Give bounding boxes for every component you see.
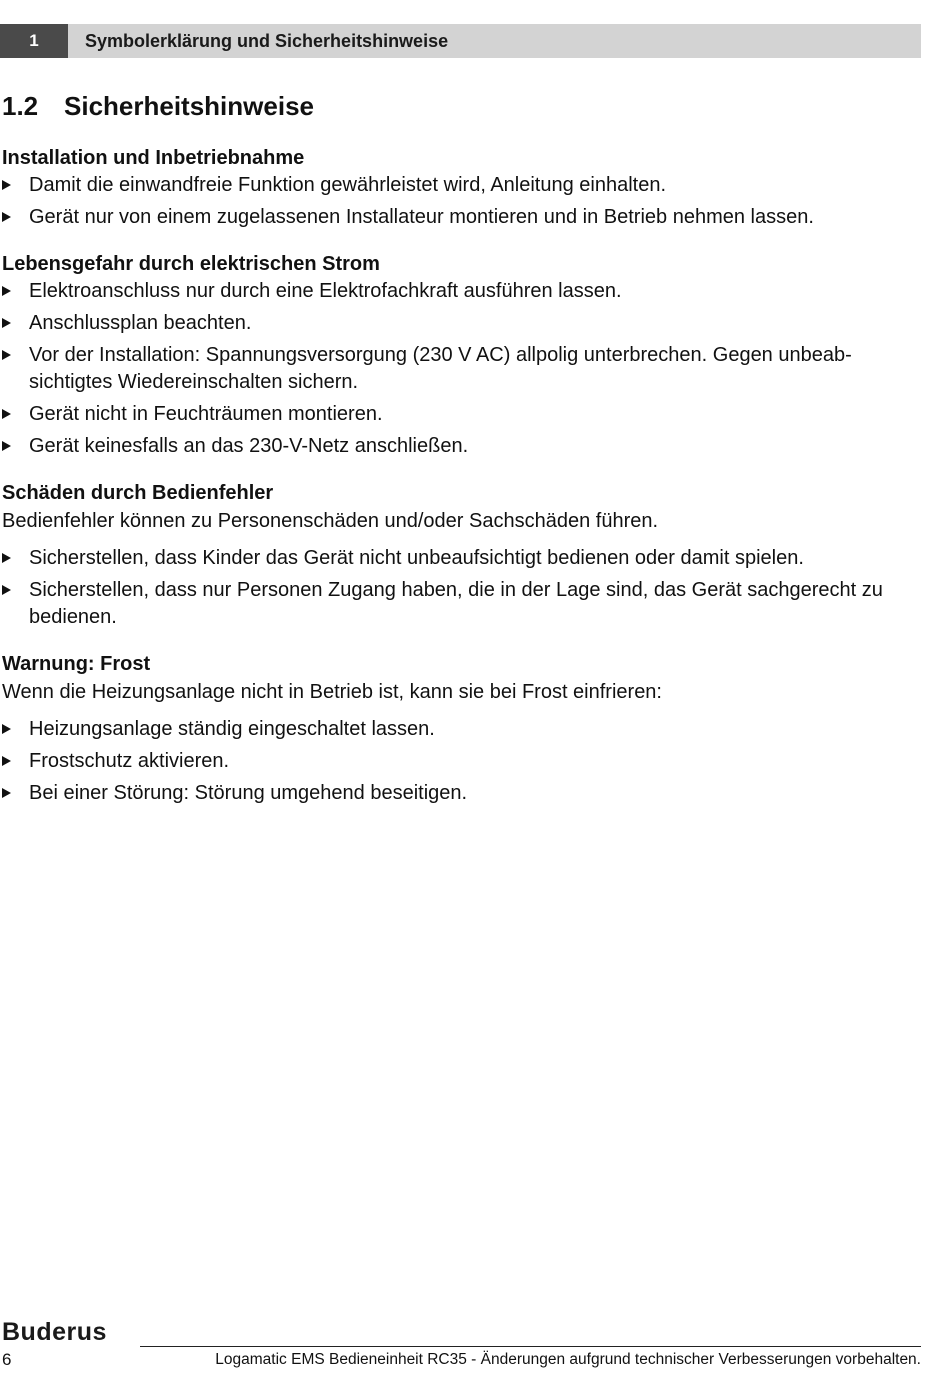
list-item: [2, 716, 920, 743]
block-title: Warnung: Frost: [2, 653, 151, 675]
list-item-text: Elektroanschluss nur durch eine Elektrofachkraft ausführen lassen.: [29, 280, 622, 302]
footer-divider: [140, 1346, 921, 1347]
list-item: [2, 278, 920, 305]
chapter-number: 1: [0, 24, 68, 58]
list-item-text: Gerät keinesfalls an das 230-V-Netz anschließen.: [29, 435, 469, 457]
block-installation: [2, 144, 920, 231]
page-number: 6: [2, 1350, 12, 1369]
list-item: [2, 577, 920, 631]
list-item: [2, 204, 920, 231]
arrow-right-icon: [2, 756, 11, 766]
section-heading: [2, 90, 314, 122]
list-item-text: Frostschutz aktivieren.: [29, 750, 230, 772]
arrow-right-icon: [2, 788, 11, 798]
block-operating-errors: [2, 479, 920, 631]
arrow-right-icon: [2, 585, 11, 595]
arrow-right-icon: [2, 553, 11, 563]
arrow-right-icon: [2, 286, 11, 296]
arrow-right-icon: [2, 409, 11, 419]
spacer: [2, 465, 920, 479]
arrow-right-icon: [2, 318, 11, 328]
list-item: [2, 172, 920, 199]
list-item-text: Gerät nicht in Feuchträumen montieren.: [29, 403, 383, 425]
list-item-text: Bei einer Störung: Störung umgehend beseitigen.: [29, 782, 468, 804]
list-item-text: Heizungsanlage ständig eingeschaltet lassen.: [29, 718, 435, 740]
block-electric-danger: [2, 250, 920, 460]
list-item-text: Sicherstellen, dass nur Personen Zugang haben, die in der Lage sind, das Gerät sachgerecht zu bedienen.: [29, 579, 883, 628]
list-item: [2, 545, 920, 572]
safety-content: [2, 144, 920, 812]
footer-note: Logamatic EMS Bedieneinheit RC35 - Änderungen aufgrund technischer Verbesserungen vorbehalten.: [215, 1351, 921, 1368]
chapter-title: Symbolerklärung und Sicherheitshinweise: [85, 31, 449, 51]
section-title: Sicherheitshinweise: [64, 91, 314, 121]
chapter-header: [0, 24, 921, 58]
list-item: [2, 780, 920, 807]
bullet-list: [2, 278, 920, 460]
list-item: [2, 748, 920, 775]
arrow-right-icon: [2, 724, 11, 734]
arrow-right-icon: [2, 212, 11, 222]
bullet-list: [2, 172, 920, 231]
bullet-list: [2, 545, 920, 631]
list-item-text: Damit die einwandfreie Funktion gewährleistet wird, Anleitung einhalten.: [29, 174, 667, 196]
list-item-text: Anschlussplan beachten.: [29, 312, 252, 334]
arrow-right-icon: [2, 180, 11, 190]
block-intro: Wenn die Heizungsanlage nicht in Betrieb ist, kann sie bei Frost einfrieren:: [2, 681, 662, 703]
spacer: [2, 636, 920, 650]
arrow-right-icon: [2, 350, 11, 360]
arrow-right-icon: [2, 441, 11, 451]
block-title: Schäden durch Bedienfehler: [2, 482, 274, 504]
block-title: Installation und Inbetriebnahme: [2, 147, 305, 169]
list-item: [2, 433, 920, 460]
list-item-text: Gerät nur von einem zugelassenen Installateur montieren und in Betrieb nehmen lassen.: [29, 206, 814, 228]
list-item: [2, 401, 920, 428]
bullet-list: [2, 716, 920, 807]
list-item: [2, 310, 920, 337]
block-title: Lebensgefahr durch elektrischen Strom: [2, 253, 380, 275]
list-item-text: Vor der Installation: Spannungsversorgung (230 V AC) allpolig unterbrechen. Gegen unbeab-sichtigtes Wiedereinschalten sichern.: [29, 344, 852, 393]
block-frost-warning: [2, 650, 920, 807]
section-number: 1.2: [2, 91, 39, 121]
brand-logo: Buderus: [2, 1318, 107, 1346]
list-item-text: Sicherstellen, dass Kinder das Gerät nicht unbeaufsichtigt bedienen oder damit spielen.: [29, 547, 804, 569]
list-item: [2, 342, 920, 396]
block-intro: Bedienfehler können zu Personenschäden und/oder Sachschäden führen.: [2, 510, 659, 532]
spacer: [2, 236, 920, 250]
